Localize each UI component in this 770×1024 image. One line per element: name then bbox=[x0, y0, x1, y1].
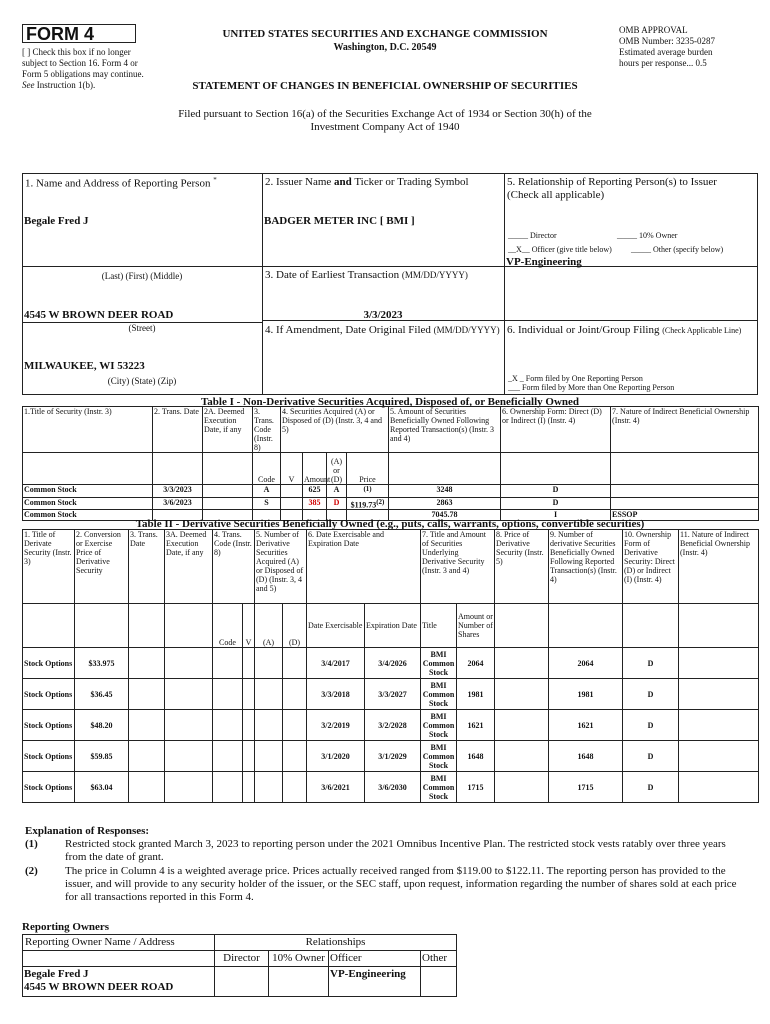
box2-label-and: and bbox=[334, 176, 352, 188]
box4-label-small: (MM/DD/YYYY) bbox=[433, 325, 500, 335]
t2-h6: 6. Date Exercisable and Expiration Date bbox=[307, 530, 421, 604]
t1-price-note[interactable]: (1) bbox=[363, 485, 372, 493]
box2-label-post: Ticker or Trading Symbol bbox=[351, 176, 469, 188]
owners-col-other: Other bbox=[421, 951, 457, 967]
box2-label-pre: 2. Issuer Name bbox=[265, 176, 335, 188]
t1-title: Common Stock bbox=[23, 497, 153, 510]
form-title: FORM 4 bbox=[22, 24, 136, 43]
t2-expiration: 3/4/2026 bbox=[365, 648, 421, 679]
t2-exercisable: 3/6/2021 bbox=[307, 772, 365, 803]
table1 bbox=[22, 406, 759, 521]
t1-sub-code: Code bbox=[253, 453, 281, 485]
filing-option-multiple[interactable]: ___ Form filed by More than One Reporting Person bbox=[508, 383, 675, 392]
t2-h8: 8. Price of Derivative Security (Instr. 5) bbox=[495, 530, 549, 604]
box6-label-small: (Check Applicable Line) bbox=[662, 326, 742, 335]
table-row bbox=[23, 772, 759, 803]
t1-title: Common Stock bbox=[23, 510, 153, 521]
t2-exercisable: 3/4/2017 bbox=[307, 648, 365, 679]
t1-owned: 7045.78 bbox=[389, 510, 501, 521]
t2-title: Stock Options bbox=[23, 648, 75, 679]
table-row bbox=[23, 648, 759, 679]
t1-owned: 3248 bbox=[389, 485, 501, 498]
t2-form: D bbox=[623, 772, 679, 803]
t1-form: D bbox=[501, 497, 611, 510]
earliest-transaction-date: 3/3/2023 bbox=[363, 309, 403, 321]
officer-title: VP-Engineering bbox=[506, 256, 582, 268]
t2-underlying-title: BMI Common Stock bbox=[421, 679, 457, 710]
t1-price bbox=[347, 485, 389, 498]
t2-underlying-amount: 1715 bbox=[457, 772, 495, 803]
t1-deemed bbox=[203, 485, 253, 498]
t2-owned: 1648 bbox=[549, 741, 623, 772]
t2-h3a: 3A. Deemed Execution Date, if any bbox=[165, 530, 213, 604]
t1-code: S bbox=[253, 497, 281, 510]
t2-title: Stock Options bbox=[23, 772, 75, 803]
t1-title: Common Stock bbox=[23, 485, 153, 498]
box4-label bbox=[265, 324, 500, 337]
t1-nature: ESSOP bbox=[611, 510, 759, 521]
t1-code: A bbox=[253, 485, 281, 498]
t1-h2: 2. Trans. Date bbox=[153, 407, 203, 453]
t2-underlying-title: BMI Common Stock bbox=[421, 772, 457, 803]
street-caption: (Street) bbox=[128, 323, 156, 333]
t2-price: $33.975 bbox=[75, 648, 129, 679]
name-caption: (Last) (First) (Middle) bbox=[101, 271, 183, 281]
t2-price: $59.85 bbox=[75, 741, 129, 772]
t1-price-note[interactable]: (2) bbox=[376, 497, 385, 506]
t1-sub-v: V bbox=[281, 453, 303, 485]
t1-aord: D bbox=[327, 497, 347, 510]
table-row bbox=[23, 710, 759, 741]
city-caption: (City) (State) (Zip) bbox=[107, 376, 177, 386]
owner-name: Begale Fred J bbox=[24, 968, 89, 980]
t2-expiration: 3/6/2030 bbox=[365, 772, 421, 803]
t1-h4: 4. Securities Acquired (A) or Disposed of (D) (Instr. 3, 4 and 5) bbox=[281, 407, 389, 453]
box2-label bbox=[265, 176, 469, 189]
t1-price bbox=[347, 497, 389, 510]
t2-form: D bbox=[623, 679, 679, 710]
t2-h1: 1. Title of Derivate Security (Instr. 3) bbox=[23, 530, 75, 604]
owner-name-address bbox=[23, 967, 215, 997]
t2-underlying-title: BMI Common Stock bbox=[421, 710, 457, 741]
omb-approval bbox=[619, 25, 759, 69]
reporting-owners-table bbox=[22, 934, 457, 997]
box1-label bbox=[25, 176, 217, 191]
t1-h6: 6. Ownership Form: Direct (D) or Indirect (I) (Instr. 4) bbox=[501, 407, 611, 453]
divider bbox=[22, 266, 504, 267]
director-option[interactable]: _____ Director bbox=[508, 231, 557, 240]
owner-officer-title: VP-Engineering bbox=[329, 967, 421, 997]
t1-date: 3/3/2023 bbox=[153, 485, 203, 498]
t2-sub-code: Code bbox=[213, 604, 243, 648]
explanation-title: Explanation of Responses: bbox=[25, 825, 150, 837]
box3-label-text: 3. Date of Earliest Transaction bbox=[265, 269, 400, 281]
owners-col-name: Reporting Owner Name / Address bbox=[23, 935, 215, 951]
t2-sub-expiration: Expiration Date bbox=[365, 604, 421, 648]
table2 bbox=[22, 529, 759, 803]
t2-sub-amount: Amount or Number of Shares bbox=[457, 604, 495, 648]
t1-price-value: $119.73 bbox=[350, 500, 377, 510]
t2-underlying-title: BMI Common Stock bbox=[421, 648, 457, 679]
reporting-person-street: 4545 W BROWN DEER ROAD bbox=[24, 309, 174, 321]
reporting-person-name: Begale Fred J bbox=[24, 215, 89, 227]
box5-label-1: 5. Relationship of Reporting Person(s) to Issuer bbox=[507, 176, 717, 188]
omb-burden: Estimated average burden bbox=[619, 47, 713, 57]
owner-address: 4545 W BROWN DEER ROAD bbox=[24, 981, 174, 993]
t2-form: D bbox=[623, 710, 679, 741]
t2-form: D bbox=[623, 741, 679, 772]
t2-owned: 1621 bbox=[549, 710, 623, 741]
t2-owned: 1715 bbox=[549, 772, 623, 803]
t2-sub-exercisable: Date Exercisable bbox=[307, 604, 365, 648]
t1-sub-amount: Amount bbox=[303, 453, 327, 485]
explanation-num: (2) bbox=[25, 865, 38, 877]
box4-label-text: 4. If Amendment, Date Original Filed bbox=[265, 324, 431, 336]
explanation-list bbox=[25, 838, 747, 904]
t2-form: D bbox=[623, 648, 679, 679]
explanation-text: The price in Column 4 is a weighted average price. Prices actually received ranged from $119.00 to $122.11. The reporting person has provided to the issuer, and will provide to any security holder of the issuer, or the SEC staff, upon request, information regarding the number of shares sold at each price for all transactions reported in this Form 4. bbox=[65, 865, 737, 903]
t1-amount: 385 bbox=[303, 497, 327, 510]
owners-col-ten-percent: 10% Owner bbox=[269, 951, 329, 967]
statement-title: STATEMENT OF CHANGES IN BENEFICIAL OWNERSHIP OF SECURITIES bbox=[192, 80, 578, 92]
box6-label bbox=[507, 324, 757, 337]
table-row bbox=[23, 679, 759, 710]
t1-form: I bbox=[501, 510, 611, 521]
box1-label-mark: * bbox=[213, 176, 217, 184]
t2-price: $63.04 bbox=[75, 772, 129, 803]
t1-v bbox=[281, 485, 303, 498]
t1-aord: A bbox=[327, 485, 347, 498]
box6-label-text: 6. Individual or Joint/Group Filing bbox=[507, 324, 660, 336]
table-row bbox=[23, 485, 759, 498]
explanation-text: Restricted stock granted March 3, 2023 to reporting person under the 2021 Omnibus Incentive Plan. The restricted stock vests ratably over three years from the date of grant. bbox=[65, 838, 726, 863]
t1-amount: 625 bbox=[303, 485, 327, 498]
officer-option[interactable]: __X__ Officer (give title below) bbox=[508, 245, 612, 254]
omb-title: OMB APPROVAL bbox=[619, 25, 688, 35]
issuer-name: BADGER METER INC [ BMI ] bbox=[264, 215, 415, 227]
box5-label bbox=[507, 176, 757, 202]
reporting-owners-title: Reporting Owners bbox=[22, 921, 110, 933]
t2-h9: 9. Number of derivative Securities Beneficially Owned Following Reported Transaction(s) (Instr. 4) bbox=[549, 530, 623, 604]
t1-h3: 3. Trans. Code (Instr. 8) bbox=[253, 407, 281, 453]
t2-h3: 3. Trans. Date bbox=[129, 530, 165, 604]
t2-h10: 10. Ownership Form of Derivative Security: Direct (D) or Indirect (I) (Instr. 4) bbox=[623, 530, 679, 604]
t1-h7: 7. Nature of Indirect Beneficial Ownership (Instr. 4) bbox=[611, 407, 759, 453]
table1-title: Table I - Non-Derivative Securities Acquired, Disposed of, or Beneficially Owned bbox=[200, 396, 580, 408]
t2-h11: 11. Nature of Indirect Beneficial Ownership (Instr. 4) bbox=[679, 530, 759, 604]
t2-underlying-amount: 1648 bbox=[457, 741, 495, 772]
t1-h5: 5. Amount of Securities Beneficially Owned Following Reported Transaction(s) (Instr. 3 and 4) bbox=[389, 407, 501, 453]
t2-price: $48.20 bbox=[75, 710, 129, 741]
table2-subheader bbox=[23, 604, 759, 648]
t2-underlying-amount: 1981 bbox=[457, 679, 495, 710]
filed-line-2: Investment Company Act of 1940 bbox=[310, 121, 460, 133]
filed-pursuant bbox=[110, 108, 660, 134]
t1-sub-aord: (A) or (D) bbox=[327, 453, 347, 485]
t2-exercisable: 3/1/2020 bbox=[307, 741, 365, 772]
t1-owned: 2863 bbox=[389, 497, 501, 510]
t2-title: Stock Options bbox=[23, 741, 75, 772]
t2-expiration: 3/1/2029 bbox=[365, 741, 421, 772]
filed-line-1: Filed pursuant to Section 16(a) of the Securities Exchange Act of 1934 or Section 30(h) of the bbox=[178, 108, 592, 120]
t2-h2: 2. Conversion or Exercise Price of Derivative Security bbox=[75, 530, 129, 604]
t2-sub-a: (A) bbox=[255, 604, 283, 648]
filing-option-one[interactable]: _X _ Form filed by One Reporting Person bbox=[508, 374, 643, 383]
box5-label-2: (Check all applicable) bbox=[507, 189, 605, 201]
box3-label-small: (MM/DD/YYYY) bbox=[401, 270, 468, 280]
t2-h4: 4. Trans. Code (Instr. 8) bbox=[213, 530, 255, 604]
omb-hours: hours per response... 0.5 bbox=[619, 58, 707, 68]
t2-price: $36.45 bbox=[75, 679, 129, 710]
t2-expiration: 3/2/2028 bbox=[365, 710, 421, 741]
t2-h5: 5. Number of Derivative Securities Acquired (A) or Disposed of (D) (Instr. 3, 4 and 5) bbox=[255, 530, 307, 604]
t2-expiration: 3/3/2027 bbox=[365, 679, 421, 710]
divider bbox=[262, 173, 263, 395]
t1-nature bbox=[611, 497, 759, 510]
t2-title: Stock Options bbox=[23, 710, 75, 741]
t2-underlying-amount: 1621 bbox=[457, 710, 495, 741]
owners-col-director: Director bbox=[215, 951, 269, 967]
table2-title: Table II - Derivative Securities Beneficially Owned (e.g., puts, calls, warrants, options, convertible securities) bbox=[135, 518, 645, 530]
t1-v bbox=[281, 497, 303, 510]
t2-sub-title: Title bbox=[421, 604, 457, 648]
t2-owned: 1981 bbox=[549, 679, 623, 710]
t2-underlying-title: BMI Common Stock bbox=[421, 741, 457, 772]
table-row bbox=[23, 497, 759, 510]
checkbox-note[interactable] bbox=[22, 47, 152, 91]
explanation-num: (1) bbox=[25, 838, 38, 850]
other-option[interactable]: _____ Other (specify below) bbox=[631, 245, 724, 254]
divider bbox=[504, 173, 505, 395]
table-row bbox=[23, 741, 759, 772]
checkbox-note-instruction: Instruction 1(b). bbox=[36, 80, 96, 90]
t2-sub-v: V bbox=[243, 604, 255, 648]
explanation-item bbox=[25, 865, 747, 904]
box3-label bbox=[265, 269, 468, 282]
table1-header bbox=[23, 407, 759, 453]
t1-deemed bbox=[203, 497, 253, 510]
t2-sub-d: (D) bbox=[283, 604, 307, 648]
t1-h1: 1.Title of Security (Instr. 3) bbox=[23, 407, 153, 453]
t1-date: 3/6/2023 bbox=[153, 497, 203, 510]
t2-underlying-amount: 2064 bbox=[457, 648, 495, 679]
box1-label-text: 1. Name and Address of Reporting Person bbox=[25, 177, 211, 190]
table2-header bbox=[23, 530, 759, 604]
t2-title: Stock Options bbox=[23, 679, 75, 710]
t1-h2a: 2A. Deemed Execution Date, if any bbox=[203, 407, 253, 453]
owners-col-officer: Officer bbox=[329, 951, 421, 967]
t1-sub-price: Price bbox=[347, 453, 389, 485]
t2-h7: 7. Title and Amount of Securities Underlying Derivative Security (Instr. 3 and 4) bbox=[421, 530, 495, 604]
ten-percent-option[interactable]: _____ 10% Owner bbox=[617, 231, 678, 240]
checkbox-note-see: See bbox=[22, 80, 35, 90]
t1-form: D bbox=[501, 485, 611, 498]
t2-exercisable: 3/3/2018 bbox=[307, 679, 365, 710]
checkbox-note-text: [ ] Check this box if no longer subject to Section 16. Form 4 or Form 5 obligations may continue. bbox=[22, 47, 144, 79]
t2-owned: 2064 bbox=[549, 648, 623, 679]
owners-col-relationships: Relationships bbox=[215, 935, 457, 951]
agency-city: Washington, D.C. 20549 bbox=[333, 42, 437, 53]
table1-subheader bbox=[23, 453, 759, 485]
agency-name: UNITED STATES SECURITIES AND EXCHANGE COMMISSION bbox=[222, 28, 548, 40]
t1-nature bbox=[611, 485, 759, 498]
omb-number: OMB Number: 3235-0287 bbox=[619, 36, 715, 46]
explanation-item bbox=[25, 838, 747, 864]
t2-exercisable: 3/2/2019 bbox=[307, 710, 365, 741]
reporting-person-city: MILWAUKEE, WI 53223 bbox=[24, 360, 145, 372]
